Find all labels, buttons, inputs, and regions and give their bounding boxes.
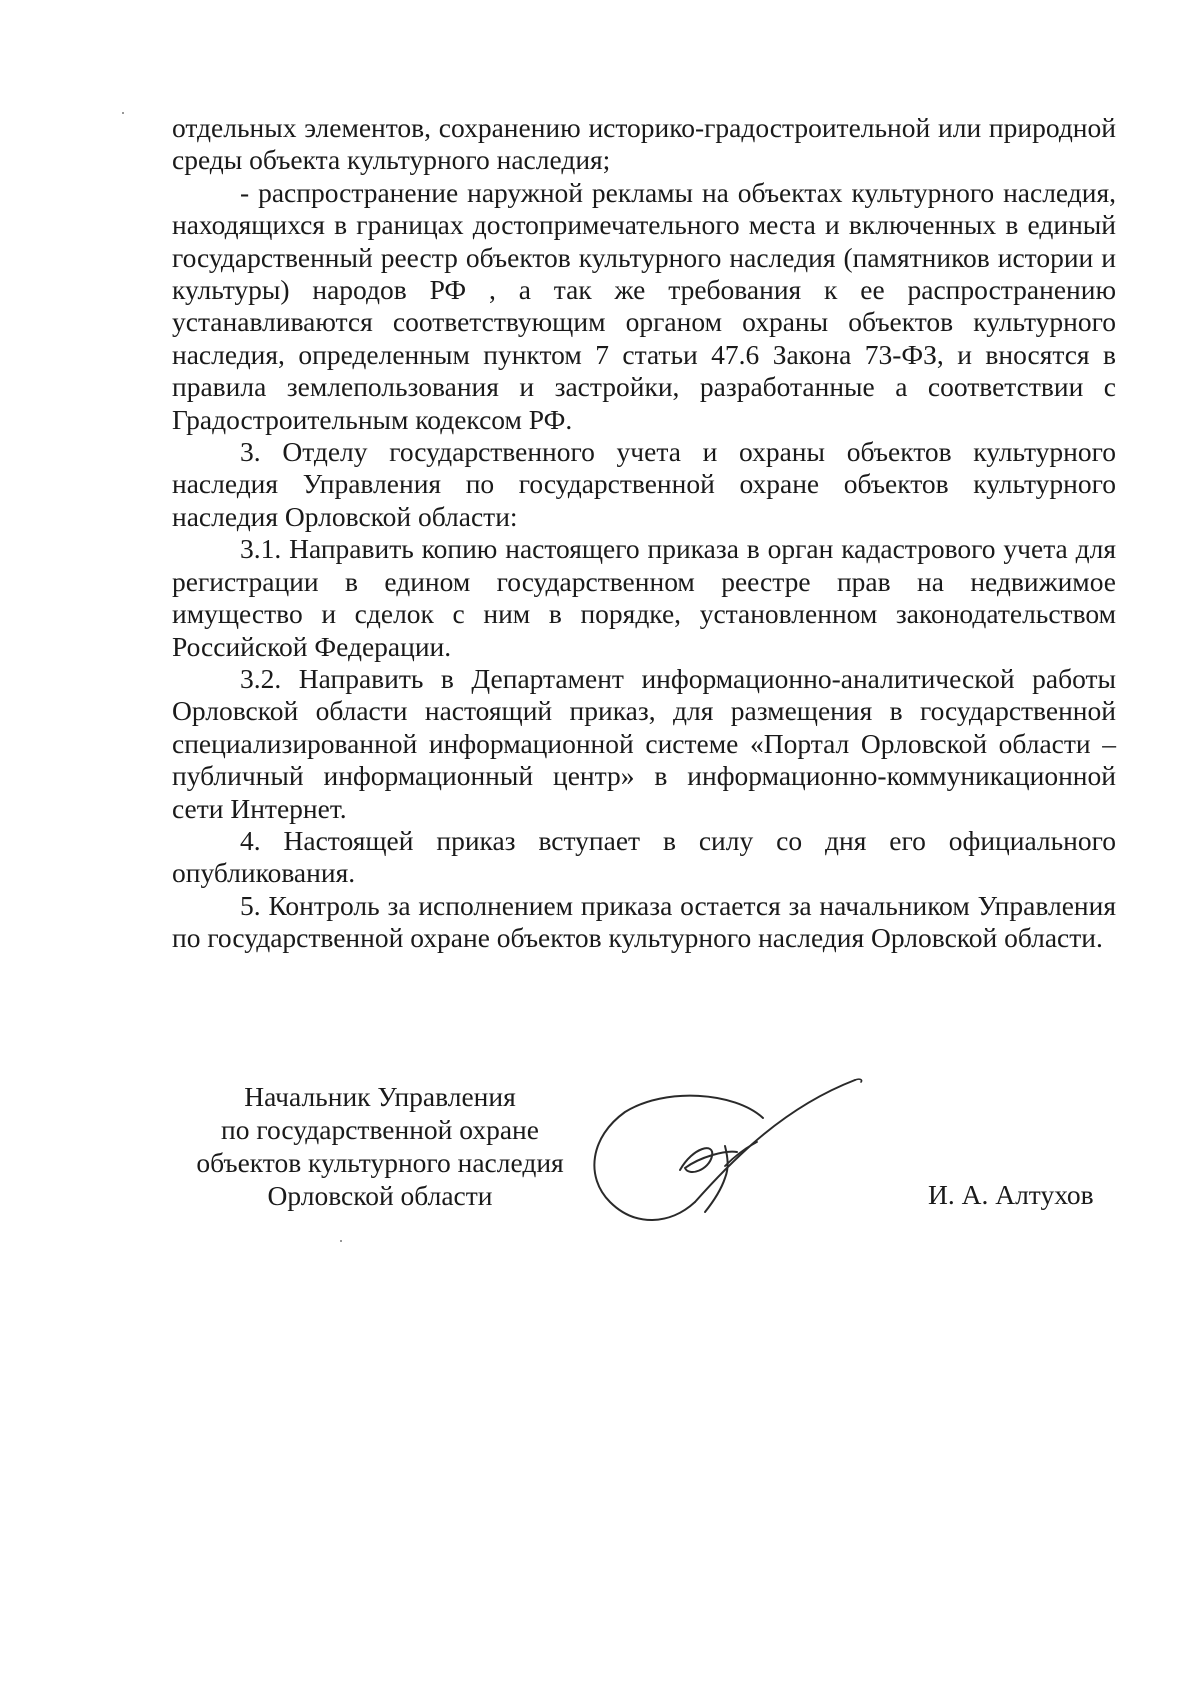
position-line: объектов культурного наследия [196,1147,564,1178]
paragraph: 4. Настоящей приказ вступает в силу со дня его официального опубликования. [172,824,1116,889]
scan-speck [340,1240,342,1242]
position-line: Орловской области [267,1180,493,1211]
signatory-position [160,1080,600,1212]
paragraph: 3. Отделу государственного учета и охраны объектов культурного наследия Управления по государственной охране объектов культурного наследия Орловской области: [172,436,1116,532]
paragraph: 3.1. Направить копию настоящего приказа в орган кадастрового учета для регистрации в едином государственном реестре прав на недвижимое имущество и сделок с ним в порядке, установленном законодательством Российской Федерации. [172,533,1116,662]
document-body [172,112,1116,955]
signer-name: И. А. Алтухов [928,1179,1094,1210]
paragraph: отдельных элементов, сохранению историко-градостроительной или природной среды объекта культурного наследия; [172,112,1116,176]
paragraph: 3.2. Направить в Департамент информационно-аналитической работы Орловской области настоящий приказ, для размещения в государственной специализированной информационной системе «Портал Орловской области – публичный информационный центр» в информационно-коммуникационной сети Интернет. [172,662,1116,824]
position-line: по государственной охране [221,1114,539,1145]
handwritten-signature-icon [585,1062,865,1232]
scan-speck [122,112,124,114]
position-line: Начальник Управления [244,1081,516,1112]
paragraph: 5. Контроль за исполнением приказа остается за начальником Управления по государственной охране объектов культурного наследия Орловской области. [172,889,1116,954]
paragraph: - распространение наружной рекламы на объектах культурного наследия, находящихся в границах достопримечательного места и включенных в единый государственный реестр объектов культурного наследия (памятников истории и культуры) народов РФ , а так же требования к ее распространению устанавливаются соответствующим органом охраны объектов культурного наследия, определенным пунктом 7 статьи 47.6 Закона 73-ФЗ, и вносятся в правила землепользования и застройки, разработанные а соответствии с Градостроительным кодексом РФ. [172,176,1116,435]
